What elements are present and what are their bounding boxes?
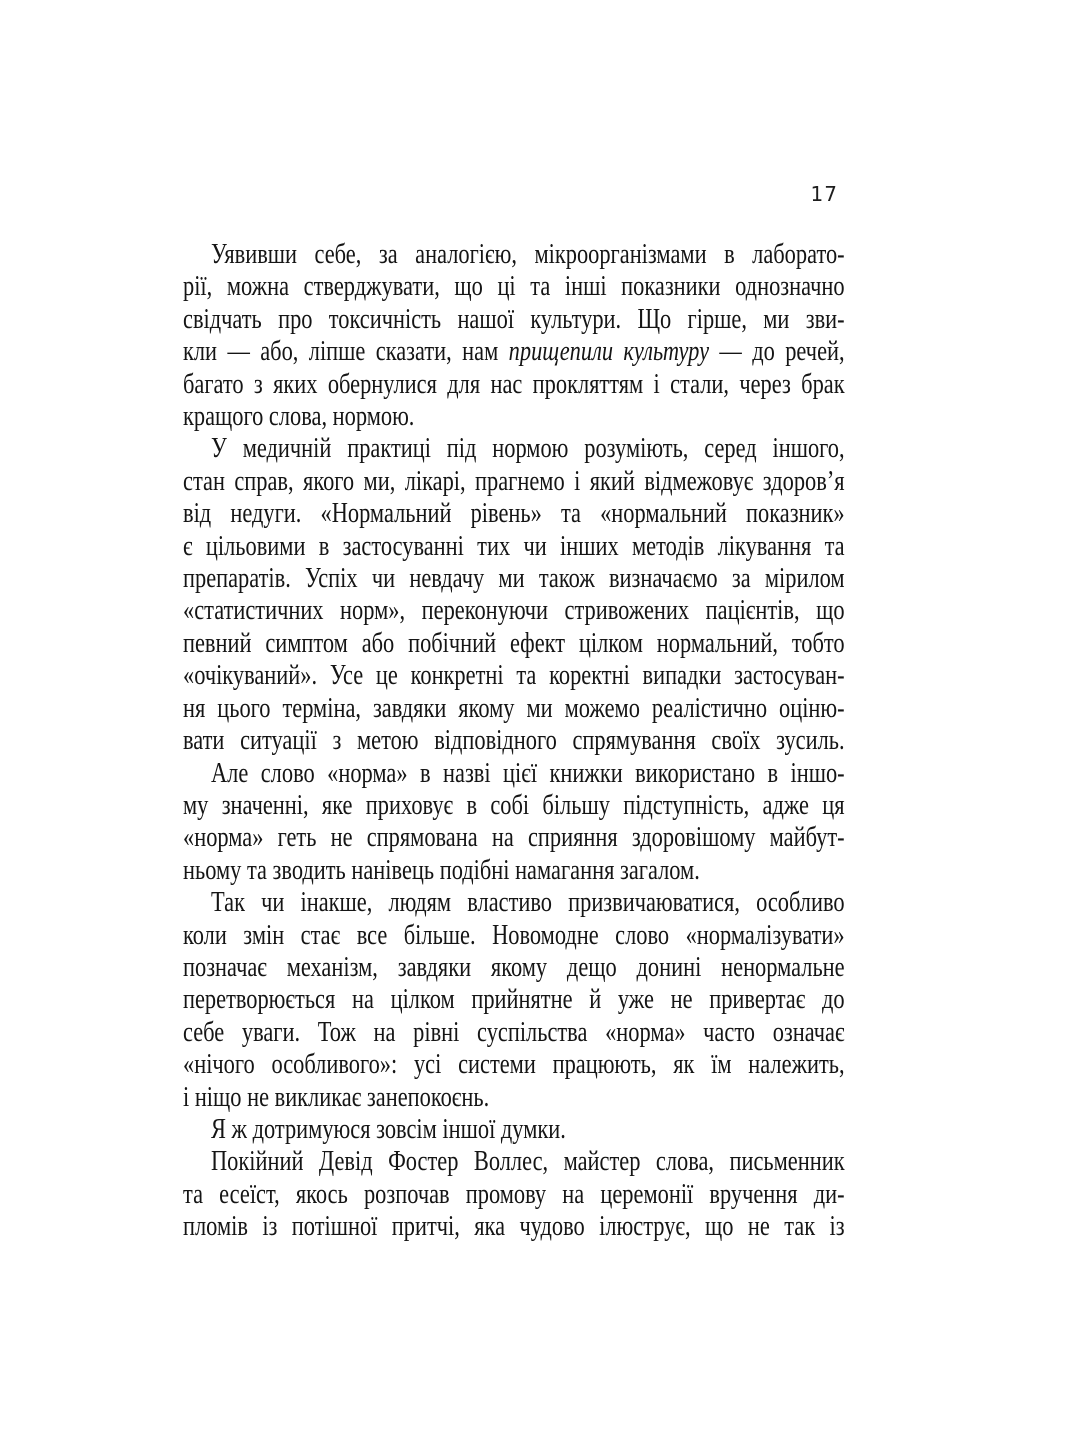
- text-segment: «статистичних норм», переконуючи стривожених пацієнтів, що: [183, 595, 845, 627]
- text-line: [183, 628, 845, 660]
- page-number: 17: [810, 182, 838, 206]
- text-segment: і ніщо не викликає занепокоєнь.: [183, 1081, 490, 1113]
- text-segment: пломів із потішної притчі, яка чудово ілюструє, що не так із: [183, 1211, 845, 1243]
- text-line: [183, 531, 845, 563]
- text-segment: препаратів. Успіх чи невдачу ми також визначаємо за мірилом: [183, 563, 845, 595]
- text-line: [183, 1017, 845, 1049]
- text-line: [183, 984, 845, 1016]
- text-segment: — до речей,: [709, 336, 845, 368]
- text-segment: Уявивши себе, за аналогією, мікроорганізмами в лаборато-: [211, 239, 845, 270]
- paragraph: [183, 887, 845, 1114]
- text-segment: «норма» геть не спрямована на сприяння здоровішому майбут-: [183, 822, 845, 854]
- text-line: [183, 1146, 845, 1178]
- text-line: [183, 563, 845, 595]
- text-line: [183, 1049, 845, 1081]
- text-line: [183, 920, 845, 952]
- text-segment: багато з яких обернулися для нас прокляттям і стали, через брак: [183, 368, 845, 400]
- text-line: [183, 1179, 845, 1211]
- text-line: [183, 401, 845, 433]
- text-line: [183, 952, 845, 984]
- text-line: [183, 369, 845, 401]
- text-line: [183, 433, 845, 465]
- text-line: [183, 887, 845, 919]
- text-segment: Покійний Девід Фостер Воллес, майстер слова, письменник: [211, 1146, 845, 1178]
- text-segment: ня цього терміна, завдяки якому ми можемо реалістично оціню-: [183, 692, 845, 724]
- text-segment: себе уваги. Тож на рівні суспільства «норма» часто означає: [183, 1016, 845, 1048]
- text-segment: перетворюється на цілком прийнятне й уже не привертає до: [183, 984, 845, 1016]
- text-line: [183, 1114, 845, 1146]
- paragraph: [183, 1146, 845, 1243]
- text-segment: У медичній практиці під нормою розуміють, серед іншого,: [211, 433, 845, 465]
- text-segment: вати ситуації з метою відповідного спрямування своїх зусиль.: [183, 725, 845, 757]
- text-segment: є цільовими в застосуванні тих чи інших методів лікування та: [183, 530, 845, 562]
- page-text: [183, 239, 845, 1244]
- text-line: [183, 336, 845, 368]
- text-line: [183, 758, 845, 790]
- text-segment: певний симптом або побічний ефект цілком нормальний, тобто: [183, 627, 845, 659]
- paragraph: [183, 433, 845, 757]
- text-segment: кли — або, ліпше сказати, нам: [183, 336, 509, 368]
- text-line: [183, 790, 845, 822]
- text-segment: Я ж дотримуюся зовсім іншої думки.: [211, 1113, 566, 1145]
- text-segment: позначає механізм, завдяки якому дещо донині ненормальне: [183, 951, 845, 983]
- text-segment: Так чи інакше, людям властиво призвичаюватися, особливо: [211, 887, 845, 919]
- text-line: [183, 1082, 845, 1114]
- text-segment: від недуги. «Нормальний рівень» та «нормальний показник»: [183, 498, 845, 530]
- text-segment: та есеїст, якось розпочав промову на церемонії вручення ди-: [183, 1178, 845, 1210]
- text-segment: «очікуваний». Усе це конкретні та коректні випадки застосуван-: [183, 660, 845, 692]
- italic-text-segment: прищепили культуру: [508, 336, 710, 368]
- text-line: [183, 498, 845, 530]
- text-segment: му значенні, яке приховує в собі більшу підступність, адже ця: [183, 789, 845, 821]
- text-line: [183, 1211, 845, 1243]
- paragraph: [183, 1114, 845, 1146]
- paragraph: [183, 758, 845, 888]
- text-segment: свідчать про токсичність нашої культури. Що гірше, ми зви-: [183, 303, 845, 335]
- text-segment: кращого слова, нормою.: [183, 401, 415, 433]
- text-segment: рії, можна стверджувати, що ці та інші показники однозначно: [183, 271, 845, 303]
- paragraph: [183, 239, 845, 433]
- text-line: [183, 271, 845, 303]
- text-line: [183, 304, 845, 336]
- text-segment: Але слово «норма» в назві цієї книжки використано в іншо-: [211, 757, 845, 789]
- text-line: [183, 693, 845, 725]
- text-line: [183, 595, 845, 627]
- text-line: [183, 822, 845, 854]
- text-segment: «нічого особливого»: усі системи працюють, як їм належить,: [183, 1049, 845, 1081]
- text-segment: коли змін стає все більше. Новомодне слово «нормалізувати»: [183, 919, 845, 951]
- text-segment: стан справ, якого ми, лікарі, прагнемо і який відмежовує здоров’я: [183, 465, 845, 497]
- text-line: [183, 855, 845, 887]
- text-line: [183, 466, 845, 498]
- text-line: [183, 725, 845, 757]
- text-segment: ньому та зводить нанівець подібні намагання загалом.: [183, 854, 700, 886]
- text-line: [183, 660, 845, 692]
- text-line: [183, 239, 845, 271]
